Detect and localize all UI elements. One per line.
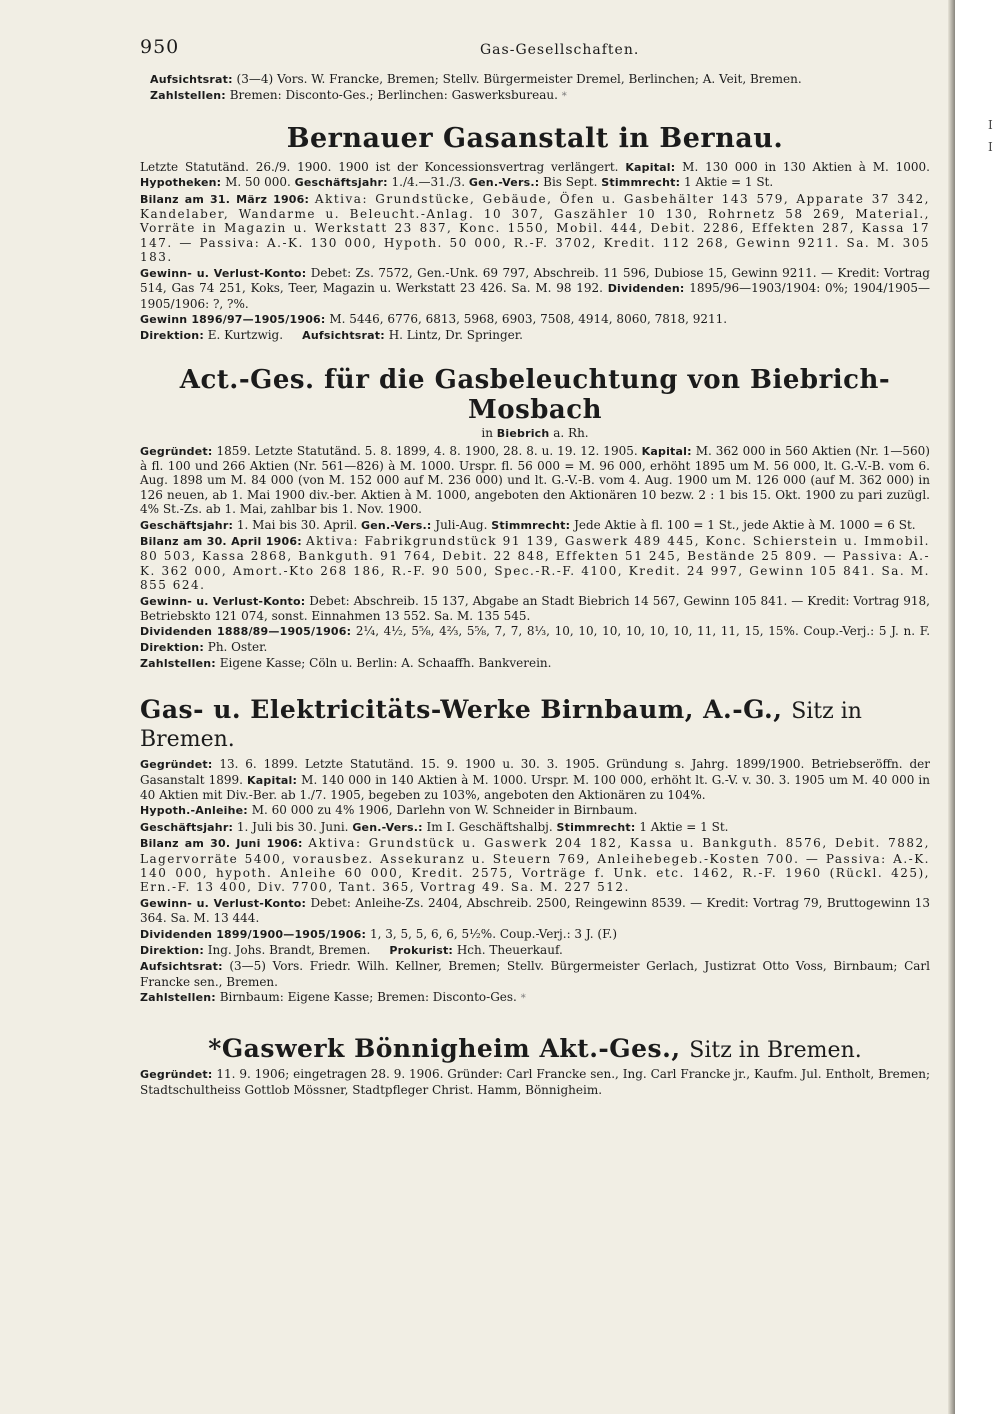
field-label: Gegründet:: [140, 444, 213, 458]
entry-paragraph: [140, 803, 930, 818]
field-text: 11. 9. 1906; eingetragen 28. 9. 1906. Gründer: Carl Francke sen., Ing. Carl Francke jr., Kaufm. Jul. Entholt, Bremen; Stadtschultheiss Gottlob Mössner, Stadtpfleger Christ. Hamm, Bönnigheim.: [140, 1067, 930, 1097]
subtitle-pre: in: [481, 425, 493, 440]
field-text: M. 362 000 in 560 Aktien (Nr. 1—560) à fl. 100 und 266 Aktien (Nr. 561—826) à M. 1000. Urspr. fl. 56 000 = M. 96 000, erhöht 1895 um M. 56 000, lt. G.-V.-B. vom 6. Aug. 1898 um M. 84 000 (von M. 152 000 auf M. 236 000) und lt. G.-V.-B. vom 4. Aug. 1900 um M. 126 000 (auf M. 362 000) in 126 neuen, ab 1. Mai 1900 div.-ber. Aktien à M. 1000, angeboten den Aktionären 10 bezw. 2 : 1 bis 15. Okt. 1900 zu pari zuzügl. 4% St.-Zs. ab 1. Mai, zahlbar bis 1. Nov. 1900.: [140, 443, 930, 517]
field-text: M. 50 000.: [225, 175, 291, 190]
field-text: Aktiva: Grundstücke, Gebäude, Öfen u. Gasbehälter 143 579, Apparate 37 342, Kandelaber, Wandarme u. Beleucht.-Anlag. 10 307, Gaszähler 10 130, Rohrnetz 58 269, Material., Vorräte in Magazin u. Werkstatt 23 837, Konc. 1550, Mobil. 444, Debit. 2286, Effekten 287, Kassa 17 147. — Passiva: A.-K. 130 000, Hypoth. 50 000, R.-F. 3702, Kredit. 112 268, Gewinn 9211. Sa. M. 305 183.: [140, 191, 930, 265]
company-seat: Sitz in Bremen.: [140, 698, 862, 753]
field-label: Geschäftsjahr:: [140, 518, 234, 532]
field-text: Ing. Johs. Brandt, Bremen.: [207, 942, 371, 957]
entry-paragraph: [140, 820, 930, 835]
field-label: Aufsichtsrat:: [150, 73, 233, 86]
field-text: E. Kurtzwig.: [207, 328, 284, 343]
field-text: Aktiva: Grundstück u. Gaswerk 204 182, Kassa u. Bankguth. 8576, Debit. 7882, Lagervorräte 5400, vorausbez. Assekuranz u. Steuern 769, Anleihebegeb.-Kosten 700. — Passiva: A.-K. 140 000, hypoth. Anleihe 60 000, Kredit. 2575, Vorträge f. Unk. etc. 1462, R.-F. 1960 (Rückl. 425), Ern.-F. 13 400, Div. 7700, Tant. 365, Vortrag 49. Sa. M. 227 512.: [140, 836, 930, 895]
field-text: Bis Sept.: [543, 175, 598, 190]
field-label: Stimmrecht:: [556, 820, 636, 834]
field-text: Ph. Oster.: [207, 639, 268, 654]
intro-zahlstellen: [150, 88, 930, 104]
company-entry-boennigheim: [140, 1035, 930, 1098]
field-text: 1. Mai bis 30. April.: [236, 517, 358, 532]
entry-paragraph: [140, 943, 930, 958]
field-text: 2¼, 4½, 5⅝, 4⅔, 5⅝, 7, 7, 8⅓, 10, 10, 10, 10, 10, 10, 11, 11, 15, 15%. Coup.-Verj.: 5 J. n. F.: [355, 624, 931, 639]
field-label: Bilanz am 30. April 1906:: [140, 534, 302, 548]
entry-paragraph: [140, 160, 930, 191]
entry-paragraph: [140, 328, 930, 343]
field-text: Debet: Anleihe-Zs. 2404, Abschreib. 2500, Reingewinn 8539. — Kredit: Vortrag 79, Bruttogewinn 13 364. Sa. M. 13 444.: [140, 895, 930, 926]
field-label: Bilanz am 31. März 1906:: [140, 192, 310, 206]
entry-paragraph: [140, 444, 930, 517]
field-text: Aktiva: Fabrikgrundstück 91 139, Gaswerk 489 445, Konc. Schierstein u. Immobil. 80 503, Kassa 2868, Bankguth. 91 764, Debit. 22 848, Effekten 51 245, Bestände 25 809. — Passiva: A.-K. 362 000, Amort.-Kto 268 186, R.-F. 90 500, Spec.-R.-F. 4100, Kredit. 24 997, Gewinn 105 841. Sa. M. 855 624.: [140, 533, 930, 593]
company-entry-bernauer: [140, 123, 930, 344]
field-text: 1 Aktie = 1 St.: [639, 819, 729, 834]
company-title-row: [140, 696, 930, 754]
field-text: M. 130 000 in 130 Aktien à M. 1000.: [682, 159, 930, 174]
entry-paragraph: [140, 534, 930, 593]
field-label: Stimmrecht:: [491, 518, 571, 532]
subtitle-post: a. Rh.: [553, 425, 589, 440]
page-number: 950: [140, 36, 180, 58]
field-text: (3—4) Vors. W. Francke, Bremen; Stellv. Bürgermeister Dremel, Berlinchen; A. Veit, Bremen.: [236, 72, 802, 86]
field-text: Birnbaum: Eigene Kasse; Bremen: Disconto-Ges.: [219, 990, 517, 1005]
field-text: 1. Juli bis 30. Juni.: [236, 819, 349, 834]
page-header: [140, 36, 940, 66]
field-label: Kapital:: [247, 773, 298, 787]
field-label: Gen.-Vers.:: [468, 176, 540, 190]
field-text: 1./4.—31./3.: [391, 175, 466, 190]
field-text: Debet: Abschreib. 15 137, Abgabe an Stadt Biebrich 14 567, Gewinn 105 841. — Kredit: Vortrag 918, Betriebskto 121 074, sonst. Einnahmen 13 552. Sa. M. 135 545.: [140, 593, 930, 623]
company-seat: Sitz in Bremen.: [689, 1037, 862, 1063]
field-label: Gen.-Vers.:: [361, 518, 432, 532]
entry-paragraph: [140, 990, 930, 1006]
entry-body: [140, 1067, 930, 1097]
entry-paragraph: [140, 594, 930, 624]
entry-paragraph: [140, 266, 930, 311]
field-text: (3—5) Vors. Friedr. Wilh. Kellner, Bremen; Stellv. Bürgermeister Gerlach, Justizrat Otto Voss, Birnbaum; Carl Francke sen., Bremen.: [140, 959, 930, 989]
field-text: Bremen: Disconto-Ges.; Berlinchen: Gaswerksbureau.: [229, 88, 558, 103]
field-label: Gewinn 1896/97—1905/1906:: [140, 312, 326, 326]
field-text: M. 60 000 zu 4% 1906, Darlehn von W. Schneider in Birnbaum.: [251, 803, 638, 818]
running-title: Gas-Gesellschaften.: [480, 42, 640, 58]
edge-mark: I: [988, 140, 993, 154]
field-text: Letzte Statutänd. 26./9. 1900. 1900 ist der Koncessionsvertrag verlängert.: [140, 159, 619, 174]
company-subtitle: [140, 426, 930, 440]
field-label: Bilanz am 30. Juni 1906:: [140, 837, 303, 851]
field-label: Stimmrecht:: [601, 176, 681, 190]
entry-paragraph: [140, 518, 930, 533]
company-title: Act.-Ges. für die Gasbeleuchtung von Biebrich-Mosbach: [179, 364, 891, 425]
field-label: Zahlstellen:: [140, 657, 216, 671]
entry-body: [140, 757, 930, 1007]
entry-paragraph: [140, 192, 930, 265]
entry-paragraph: [140, 312, 930, 327]
field-text: M. 140 000 in 140 Aktien à M. 1000. Urspr. M. 100 000, erhöht lt. G.-V. v. 30. 3. 1905 um M. 40 000 in 40 Aktien mit Div.-Ber. ab 1./7. 1905, begeben zu 103%, angeboten den Aktionären zu 104%.: [140, 772, 930, 802]
field-label: Kapital:: [641, 444, 692, 458]
field-text: M. 5446, 6776, 6813, 5968, 6903, 7508, 4914, 8060, 7818, 9211.: [329, 311, 728, 326]
field-label: Hypoth.-Anleihe:: [140, 804, 248, 818]
field-text: 13. 6. 1899. Letzte Statutänd. 15. 9. 1900 u. 30. 3. 1905. Gründung s. Jahrg. 1899/1900. Betriebseröffn. der Gasanstalt 1899.: [140, 757, 930, 787]
field-text: 1 Aktie = 1 St.: [684, 175, 774, 190]
field-label: Direktion:: [140, 640, 204, 654]
subtitle-place: Biebrich: [496, 426, 550, 440]
field-label: Zahlstellen:: [140, 991, 216, 1005]
intro-aufsichtsrat: [150, 72, 930, 87]
page-content: [140, 72, 930, 1097]
field-label: Zahlstellen:: [150, 89, 226, 103]
field-text: 1, 3, 5, 5, 6, 6, 5½%. Coup.-Verj.: 3 J. (F.): [369, 926, 618, 941]
company-title: Gas- u. Elektricitäts-Werke Birnbaum, A.-G.,: [140, 694, 783, 724]
field-text: 1859. Letzte Statutänd. 5. 8. 1899, 4. 8. 1900, 28. 8. u. 19. 12. 1905.: [216, 443, 638, 458]
field-label: Gegründet:: [140, 758, 213, 772]
field-label: Dividenden 1899/1900—1905/1906:: [140, 927, 367, 941]
entry-paragraph: [140, 836, 930, 895]
field-label: Direktion:: [140, 329, 204, 343]
field-label: Gewinn- u. Verlust-Konto:: [140, 594, 306, 608]
field-label: Aufsichtsrat:: [140, 960, 223, 974]
entry-paragraph: [140, 656, 930, 671]
field-label: Gegründet:: [140, 1068, 213, 1082]
field-text: Debet: Zs. 7572, Gen.-Unk. 69 797, Abschreib. 11 596, Dubiose 15, Gewinn 9211. — Kredit: Vortrag 514, Gas 74 251, Koks, Teer, Magazin u. Werkstatt 23 426. Sa. M. 98 192.: [140, 265, 930, 296]
field-text: H. Lintz, Dr. Springer.: [388, 328, 523, 343]
field-text: Eigene Kasse; Cöln u. Berlin: A. Schaaffh. Bankverein.: [219, 656, 552, 671]
entry-paragraph: [140, 757, 930, 802]
field-label: Kapital:: [625, 160, 676, 174]
field-label: Prokurist:: [389, 943, 454, 957]
star-mark: *: [561, 91, 567, 103]
field-text: 1895/96—1903/1904: 0%; 1904/1905—1905/1906: ?, ?%.: [140, 281, 930, 311]
entry-paragraph: [140, 1067, 930, 1097]
entry-paragraph: [140, 927, 930, 942]
field-text: Im I. Geschäftshalbj.: [426, 819, 553, 834]
field-label: Aufsichtsrat:: [302, 329, 385, 343]
field-text: Juli-Aug.: [435, 517, 488, 532]
entry-paragraph: [140, 624, 930, 655]
field-text: Jede Aktie à fl. 100 = 1 St., jede Aktie à M. 1000 = 6 St.: [574, 517, 916, 532]
field-label: Gewinn- u. Verlust-Konto:: [140, 266, 307, 280]
entry-body: [140, 160, 930, 344]
field-label: Gen.-Vers.:: [352, 820, 423, 834]
field-label: Geschäftsjahr:: [294, 176, 388, 190]
star-mark: *: [520, 993, 526, 1005]
entry-paragraph: [140, 959, 930, 989]
entry-body: [140, 444, 930, 672]
field-label: Gewinn- u. Verlust-Konto:: [140, 896, 307, 910]
company-entry-biebrich: [140, 366, 930, 672]
field-label: Dividenden 1888/89—1905/1906:: [140, 625, 352, 639]
company-title-row: [140, 1035, 930, 1064]
field-text: Hch. Theuerkauf.: [456, 942, 563, 957]
intro-block: [150, 72, 930, 105]
company-entry-birnbaum: [140, 696, 930, 1007]
page-margin: [955, 0, 1000, 1414]
field-label: Hypotheken:: [140, 176, 222, 190]
field-label: Dividenden:: [607, 282, 685, 296]
field-label: Geschäftsjahr:: [140, 820, 234, 834]
entry-paragraph: [140, 896, 930, 926]
company-title: Bernauer Gasanstalt in Bernau.: [286, 122, 784, 154]
edge-mark: I: [988, 118, 993, 132]
company-title: *Gaswerk Bönnigheim Akt.-Ges.,: [208, 1033, 681, 1063]
field-label: Direktion:: [140, 943, 204, 957]
